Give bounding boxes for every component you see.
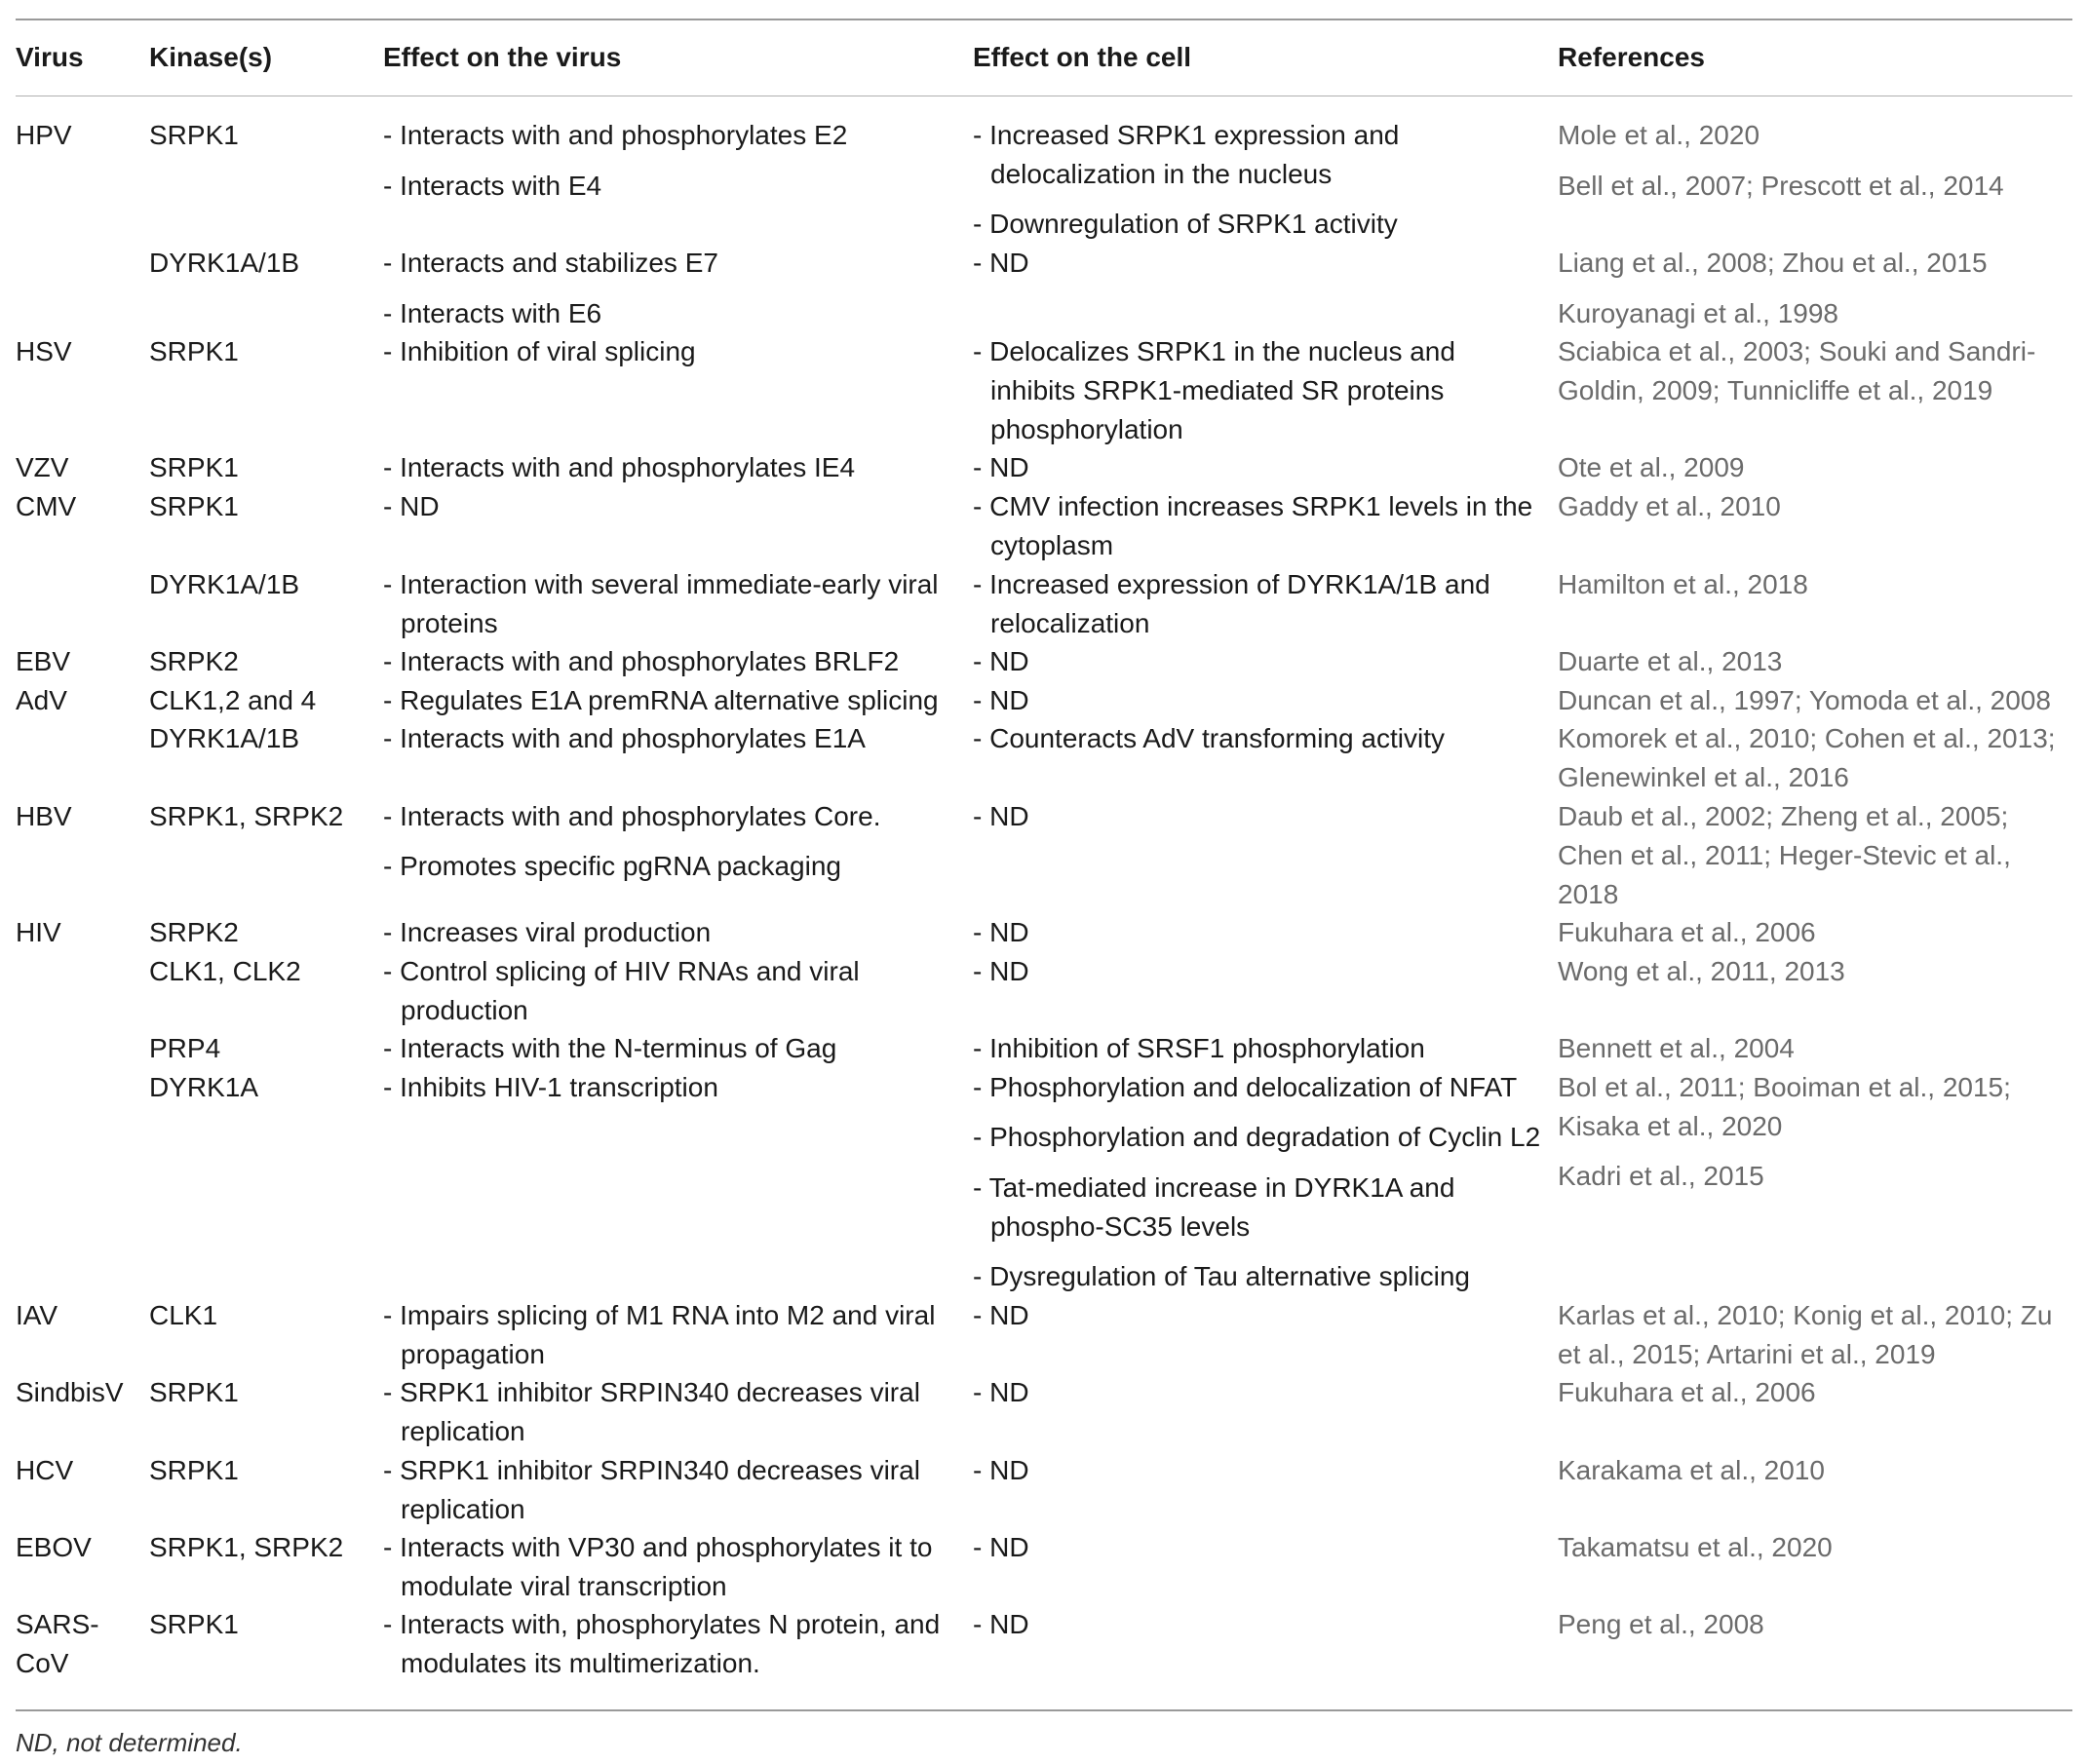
effect-virus-cell: - Regulates E1A premRNA alternative splicing bbox=[383, 684, 939, 715]
references-cell: Liang et al., 2008; Zhou et al., 2015 bbox=[1558, 248, 1988, 278]
references-cell: Peng et al., 2008 bbox=[1558, 1609, 1764, 1640]
effect-virus-cell: - Inhibition of viral splicing bbox=[383, 336, 696, 367]
references-cell: Mole et al., 2020 bbox=[1558, 120, 1760, 150]
effect-virus-cell: - SRPK1 inhibitor SRPIN340 decreases viral replication bbox=[383, 1454, 920, 1524]
effect-cell-cell: - ND bbox=[973, 916, 1029, 947]
effect-cell-cell: - Inhibition of SRSF1 phosphorylation bbox=[973, 1032, 1425, 1063]
kinase-cell: SRPK1, SRPK2 bbox=[149, 1532, 344, 1563]
virus-cell: IAV bbox=[16, 1299, 58, 1330]
effect-cell-cell: - ND bbox=[973, 955, 1029, 986]
effect-virus-cell: - Interacts with E4 bbox=[383, 170, 602, 201]
kinase-cell: PRP4 bbox=[149, 1032, 221, 1063]
effect-cell-cell: - Counteracts AdV transforming activity bbox=[973, 723, 1445, 754]
effect-virus-cell: - Impairs splicing of M1 RNA into M2 and viral propagation bbox=[383, 1299, 936, 1369]
virus-cell: HBV bbox=[16, 800, 72, 831]
virus-cell: VZV bbox=[16, 452, 69, 483]
effect-virus-cell: - Interacts with and phosphorylates Core. bbox=[383, 800, 881, 831]
effect-cell-cell: - Phosphorylation and degradation of Cyclin L2 bbox=[973, 1122, 1541, 1153]
references-cell: Wong et al., 2011, 2013 bbox=[1558, 955, 1845, 986]
effect-cell-cell: - Increased SRPK1 expression and delocalization in the nucleus bbox=[973, 120, 1400, 189]
header-effect-on-virus: Effect on the virus bbox=[383, 42, 622, 72]
effect-cell-cell: - ND bbox=[973, 1299, 1029, 1330]
kinase-cell: SRPK1 bbox=[149, 1454, 239, 1485]
kinase-cell: DYRK1A/1B bbox=[149, 568, 300, 599]
kinase-cell: SRPK1 bbox=[149, 491, 239, 522]
kinase-cell: SRPK2 bbox=[149, 916, 239, 947]
effect-virus-cell: - Increases viral production bbox=[383, 916, 712, 947]
effect-cell-cell: - Tat-mediated increase in DYRK1A and phospho-SC35 levels bbox=[973, 1171, 1455, 1242]
virus-cell: SARS-CoV bbox=[16, 1609, 99, 1679]
references-cell: Daub et al., 2002; Zheng et al., 2005; Chen et al., 2011; Heger-Stevic et al., 2018 bbox=[1558, 800, 2011, 909]
references-cell: Kuroyanagi et al., 1998 bbox=[1558, 297, 1838, 328]
kinase-cell: SRPK1 bbox=[149, 120, 239, 150]
references-cell: Gaddy et al., 2010 bbox=[1558, 491, 1781, 522]
kinase-cell: SRPK1, SRPK2 bbox=[149, 800, 344, 831]
effect-virus-cell: - Interaction with several immediate-early viral proteins bbox=[383, 568, 939, 638]
effect-cell-cell: - ND bbox=[973, 248, 1029, 278]
effect-virus-cell: - Interacts with E6 bbox=[383, 297, 602, 328]
kinase-cell: SRPK1 bbox=[149, 1609, 239, 1640]
header-effect-on-cell: Effect on the cell bbox=[973, 42, 1192, 72]
header-references: References bbox=[1558, 42, 1705, 72]
kinase-cell: DYRK1A bbox=[149, 1071, 259, 1102]
references-cell: Karakama et al., 2010 bbox=[1558, 1454, 1825, 1485]
effect-virus-cell: - Control splicing of HIV RNAs and viral production bbox=[383, 955, 860, 1025]
effect-virus-cell: - Inhibits HIV-1 transcription bbox=[383, 1071, 718, 1102]
kinase-cell: SRPK1 bbox=[149, 336, 239, 367]
effect-cell-cell: - ND bbox=[973, 645, 1029, 676]
effect-cell-cell: - ND bbox=[973, 1609, 1029, 1640]
kinase-cell: SRPK2 bbox=[149, 645, 239, 676]
effect-cell-cell: - ND bbox=[973, 1377, 1029, 1408]
references-cell: Bell et al., 2007; Prescott et al., 2014 bbox=[1558, 170, 2004, 201]
references-cell: Karlas et al., 2010; Konig et al., 2010; Zu et al., 2015; Artarini et al., 2019 bbox=[1558, 1299, 2053, 1369]
references-cell: Hamilton et al., 2018 bbox=[1558, 568, 1808, 599]
references-cell: Sciabica et al., 2003; Souki and Sandri-Goldin, 2009; Tunnicliffe et al., 2019 bbox=[1558, 336, 2036, 406]
references-cell: Duarte et al., 2013 bbox=[1558, 645, 1783, 676]
header-kinases: Kinase(s) bbox=[149, 42, 273, 72]
virus-cell: HPV bbox=[16, 120, 72, 150]
references-cell: Fukuhara et al., 2006 bbox=[1558, 1377, 1816, 1408]
header-virus: Virus bbox=[16, 42, 84, 72]
kinase-cell: CLK1,2 and 4 bbox=[149, 684, 317, 715]
effect-virus-cell: - Interacts with and phosphorylates BRLF2 bbox=[383, 645, 900, 676]
effect-cell-cell: - Downregulation of SRPK1 activity bbox=[973, 209, 1398, 240]
references-cell: Fukuhara et al., 2006 bbox=[1558, 916, 1816, 947]
effect-cell-cell: - ND bbox=[973, 1532, 1029, 1563]
effect-virus-cell: - Interacts with, phosphorylates N protein, and modulates its multimerization. bbox=[383, 1609, 941, 1679]
references-cell: Duncan et al., 1997; Yomoda et al., 2008 bbox=[1558, 684, 2051, 715]
virus-cell: EBOV bbox=[16, 1532, 92, 1563]
references-cell: Bennett et al., 2004 bbox=[1558, 1032, 1795, 1063]
kinase-cell: CLK1, CLK2 bbox=[149, 955, 301, 986]
effect-virus-cell: - ND bbox=[383, 491, 440, 522]
table-top-rule bbox=[16, 19, 2072, 20]
effect-cell-cell: - ND bbox=[973, 1454, 1029, 1485]
effect-virus-cell: - SRPK1 inhibitor SRPIN340 decreases viral replication bbox=[383, 1377, 920, 1447]
kinase-cell: SRPK1 bbox=[149, 1377, 239, 1408]
effect-cell-cell: - Delocalizes SRPK1 in the nucleus and inhibits SRPK1-mediated SR proteins phosphorylation bbox=[973, 336, 1455, 445]
effect-cell-cell: - ND bbox=[973, 452, 1029, 483]
references-cell: Takamatsu et al., 2020 bbox=[1558, 1532, 1833, 1563]
kinase-cell: DYRK1A/1B bbox=[149, 248, 300, 278]
effect-cell-cell: - ND bbox=[973, 800, 1029, 831]
effect-cell-cell: - Increased expression of DYRK1A/1B and relocalization bbox=[973, 568, 1490, 638]
virus-cell: CMV bbox=[16, 491, 77, 522]
effect-cell-cell: - Phosphorylation and delocalization of NFAT bbox=[973, 1071, 1518, 1102]
effect-virus-cell: - Interacts with and phosphorylates IE4 bbox=[383, 452, 856, 483]
effect-virus-cell: - Interacts and stabilizes E7 bbox=[383, 248, 718, 278]
kinase-cell: DYRK1A/1B bbox=[149, 723, 300, 754]
effect-cell-cell: - CMV infection increases SRPK1 levels in the cytoplasm bbox=[973, 491, 1533, 561]
virus-cell: HCV bbox=[16, 1454, 74, 1485]
kinase-cell: CLK1 bbox=[149, 1299, 218, 1330]
table-bottom-rule bbox=[16, 1709, 2072, 1711]
virus-cell: HIV bbox=[16, 916, 61, 947]
references-cell: Bol et al., 2011; Booiman et al., 2015; Kisaka et al., 2020 bbox=[1558, 1071, 2011, 1141]
virus-cell: SindbisV bbox=[16, 1377, 124, 1408]
effect-cell-cell: - ND bbox=[973, 684, 1029, 715]
effect-virus-cell: - Interacts with VP30 and phosphorylates it to modulate viral transcription bbox=[383, 1532, 933, 1602]
references-cell: Ote et al., 2009 bbox=[1558, 452, 1745, 483]
references-cell: Kadri et al., 2015 bbox=[1558, 1160, 1764, 1191]
effect-virus-cell: - Interacts with and phosphorylates E2 bbox=[383, 120, 848, 150]
effect-virus-cell: - Interacts with the N-terminus of Gag bbox=[383, 1032, 837, 1063]
effect-cell-cell: - Dysregulation of Tau alternative splicing bbox=[973, 1261, 1470, 1292]
virus-cell: AdV bbox=[16, 684, 67, 715]
virus-cell: EBV bbox=[16, 645, 71, 676]
references-cell: Komorek et al., 2010; Cohen et al., 2013; Glenewinkel et al., 2016 bbox=[1558, 723, 2056, 793]
table-footnote: ND, not determined. bbox=[16, 1728, 243, 1757]
effect-virus-cell: - Promotes specific pgRNA packaging bbox=[383, 851, 841, 882]
kinase-cell: SRPK1 bbox=[149, 452, 239, 483]
effect-virus-cell: - Interacts with and phosphorylates E1A bbox=[383, 723, 866, 754]
virus-cell: HSV bbox=[16, 336, 72, 367]
